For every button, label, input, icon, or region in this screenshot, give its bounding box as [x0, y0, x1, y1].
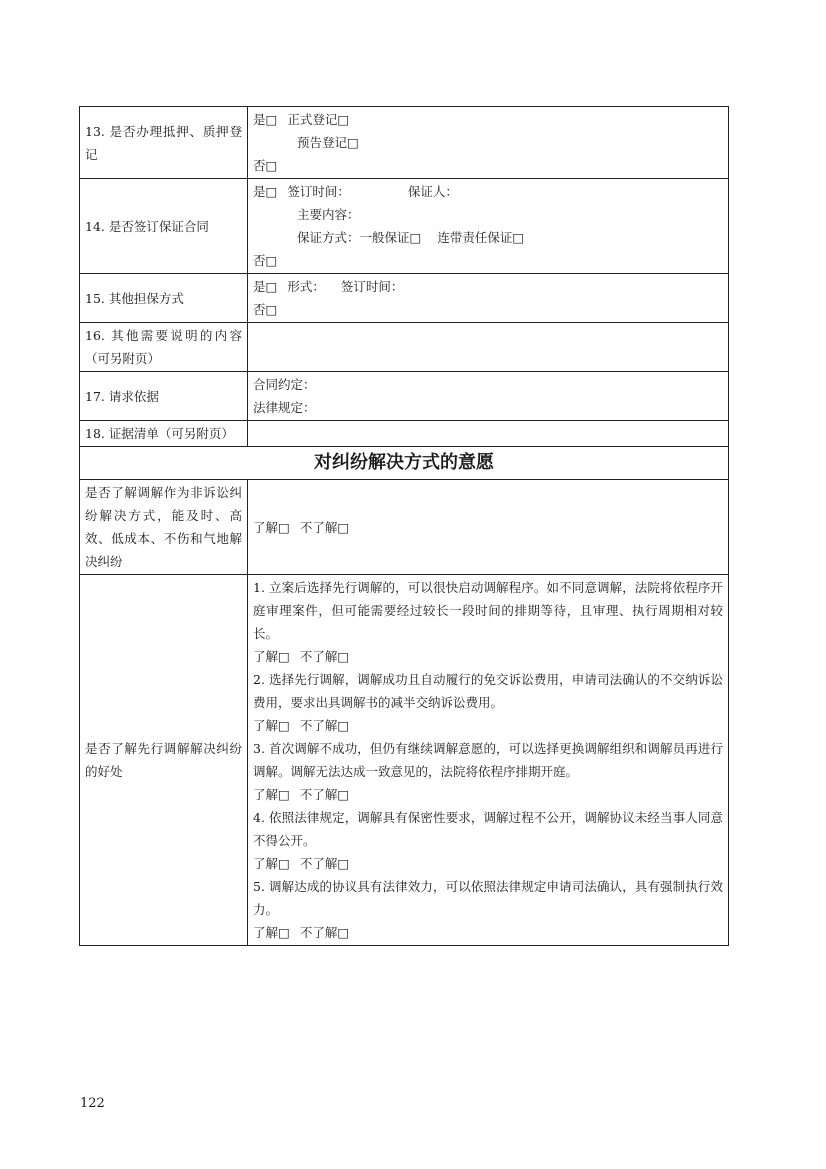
- joint-guarantee-checkbox[interactable]: 连带责任保证□: [437, 230, 525, 245]
- benefit-text: 1. 立案后选择先行调解的，可以很快启动调解程序。如不同意调解，法院将依程序开庭审理案件，但可能需要经过较长一段时间的排期等待，且审理、执行周期相对较长。: [253, 580, 723, 641]
- question-answer: [248, 480, 729, 575]
- sign-time-label: 签订时间：: [287, 184, 350, 199]
- row-label: 17. 请求依据: [80, 372, 248, 421]
- main-content-label: 主要内容：: [297, 207, 360, 222]
- not-understand-checkbox[interactable]: 不了解□: [299, 787, 350, 802]
- form-label: 形式：: [287, 279, 325, 294]
- sign-time-label: 签订时间：: [340, 279, 404, 294]
- row-label: 18. 证据清单（可另附页）: [80, 421, 248, 447]
- table-row: [80, 447, 729, 480]
- row-value: [248, 179, 729, 274]
- table-row: [80, 274, 729, 323]
- row-value: [248, 107, 729, 179]
- general-guarantee-checkbox[interactable]: 保证方式：一般保证□: [297, 230, 422, 245]
- benefit-text: 4. 依照法律规定，调解具有保密性要求，调解过程不公开，调解协议未经当事人同意不得公开。: [253, 810, 723, 848]
- table-row: [80, 179, 729, 274]
- not-understand-checkbox[interactable]: 不了解□: [299, 519, 350, 535]
- table-row: [80, 372, 729, 421]
- table-row: [80, 575, 729, 946]
- table-row: [80, 421, 729, 447]
- guarantor-label: 保证人：: [407, 184, 458, 199]
- table-row: [80, 323, 729, 372]
- law-basis-label: 法律规定：: [253, 400, 316, 415]
- not-understand-checkbox[interactable]: 不了解□: [299, 718, 350, 733]
- row-value: [248, 372, 729, 421]
- row-value: [248, 274, 729, 323]
- row-value-empty[interactable]: [248, 421, 729, 447]
- question-answer: [248, 575, 729, 946]
- row-label: 14. 是否签订保证合同: [80, 179, 248, 274]
- understand-checkbox[interactable]: 了解□: [253, 856, 290, 871]
- table-row: [80, 107, 729, 179]
- understand-checkbox[interactable]: 了解□: [253, 925, 290, 940]
- form-table: [79, 106, 729, 946]
- question-label: 是否了解先行调解解决纠纷的好处: [80, 575, 248, 946]
- benefit-text: 5. 调解达成的协议具有法律效力，可以依照法律规定申请司法确认，具有强制执行效力。: [253, 879, 723, 917]
- section-title: 对纠纷解决方式的意愿: [80, 447, 729, 480]
- question-label: 是否了解调解作为非诉讼纠纷解决方式，能及时、高效、低成本、不伤和气地解决纠纷: [80, 480, 248, 575]
- formal-registration-checkbox[interactable]: 正式登记□: [287, 112, 350, 127]
- yes-checkbox[interactable]: 是□: [253, 112, 278, 127]
- no-checkbox[interactable]: 否□: [253, 253, 278, 268]
- row-label: 13. 是否办理抵押、质押登记: [80, 107, 248, 179]
- row-value-empty[interactable]: [248, 323, 729, 372]
- understand-checkbox[interactable]: 了解□: [253, 718, 290, 733]
- yes-checkbox[interactable]: 是□: [253, 184, 278, 199]
- contract-basis-label: 合同约定：: [253, 377, 316, 392]
- table-row: [80, 480, 729, 575]
- pre-registration-checkbox[interactable]: 预告登记□: [297, 135, 359, 150]
- benefit-text: 3. 首次调解不成功，但仍有继续调解意愿的，可以选择更换调解组织和调解员再进行调解。调解无法达成一致意见的，法院将依程序排期开庭。: [253, 741, 723, 779]
- row-label: 15. 其他担保方式: [80, 274, 248, 323]
- page-number: 122: [80, 1096, 105, 1111]
- row-label: 16. 其他需要说明的内容（可另附页）: [80, 323, 248, 372]
- no-checkbox[interactable]: 否□: [253, 158, 278, 173]
- no-checkbox[interactable]: 否□: [253, 302, 278, 317]
- not-understand-checkbox[interactable]: 不了解□: [299, 856, 350, 871]
- understand-checkbox[interactable]: 了解□: [253, 519, 290, 535]
- yes-checkbox[interactable]: 是□: [253, 279, 278, 294]
- not-understand-checkbox[interactable]: 不了解□: [299, 925, 350, 940]
- benefit-text: 2. 选择先行调解，调解成功且自动履行的免交诉讼费用，申请司法确认的不交纳诉讼费用，要求出具调解书的减半交纳诉讼费用。: [253, 672, 723, 710]
- not-understand-checkbox[interactable]: 不了解□: [299, 649, 350, 664]
- understand-checkbox[interactable]: 了解□: [253, 787, 290, 802]
- understand-checkbox[interactable]: 了解□: [253, 649, 290, 664]
